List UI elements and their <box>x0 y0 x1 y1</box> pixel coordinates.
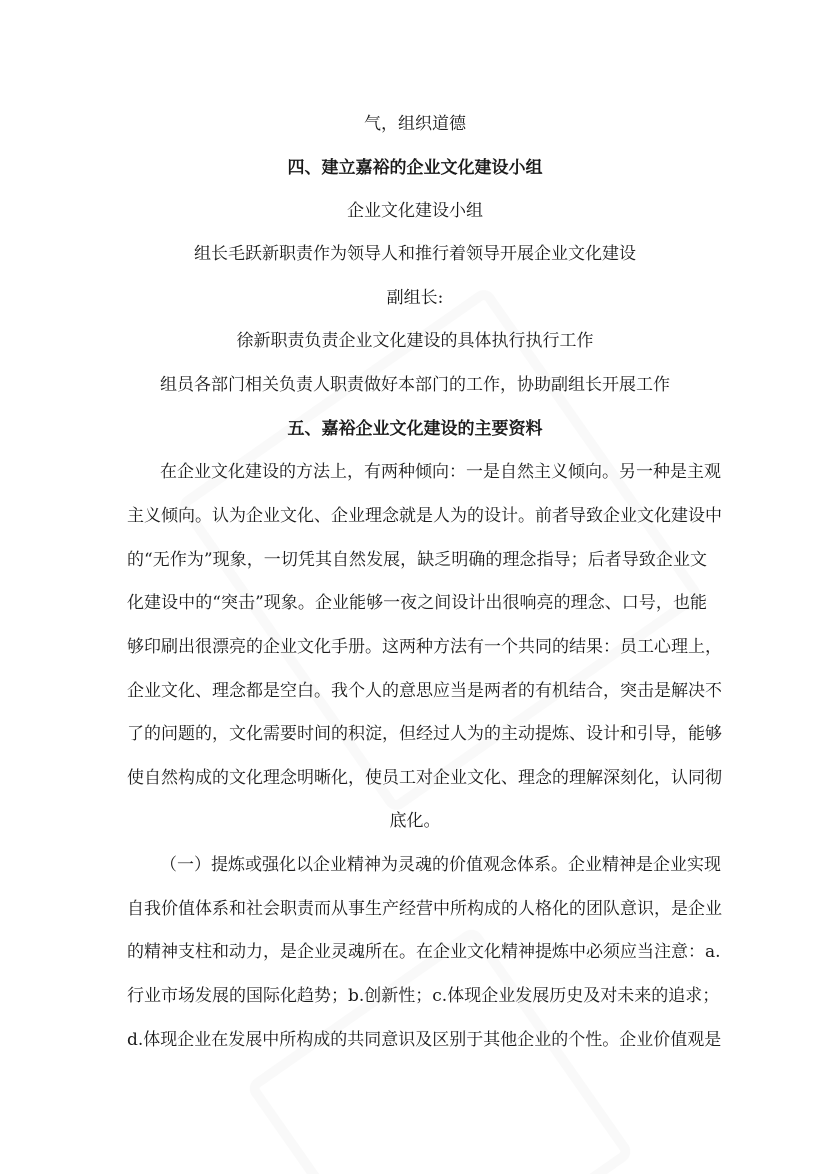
paragraph-line: 企业文化、理念都是空白。我个人的意思应当是两者的有机结合，突击是解决不 <box>127 681 722 701</box>
section-heading-4: 四、建立嘉裕的企业文化建设小组 <box>287 158 543 178</box>
section-heading-5: 五、嘉裕企业文化建设的主要资料 <box>287 419 543 439</box>
paragraph-line: 行业市场发展的国际化趋势；b.创新性；c.体现企业发展历史及对未来的追求； <box>127 986 720 1006</box>
paragraph-line: 使自然构成的文化理念明晰化，使员工对企业文化、理念的理解深刻化，认同彻 <box>127 768 722 788</box>
paragraph-line: 的精神支柱和动力，是企业灵魂所在。在企业文化精神提炼中必须应当注意：a. <box>127 942 721 962</box>
paragraph-line: 的“无作为”现象，一切凭其自然发展，缺乏明确的理念指导；后者导致企业文 <box>127 550 707 570</box>
text-line-3: 企业文化建设小组 <box>347 201 483 221</box>
text-line-5: 副组长: <box>386 288 444 308</box>
paragraph-line: d.体现企业在发展中所构成的共同意识及区别于其他企业的个性。企业价值观是 <box>127 1030 722 1050</box>
paragraph-line: 自我价值体系和社会职责而从事生产经营中所构成的人格化的团队意识，是企业 <box>127 899 722 919</box>
text-line-7: 组员各部门相关负责人职责做好本部门的工作，协助副组长开展工作 <box>160 375 670 395</box>
paragraph-line: 够印刷出很漂亮的企业文化手册。这两种方法有一个共同的结果：员工心理上， <box>127 637 722 657</box>
text-line-6: 徐新职责负责企业文化建设的具体执行执行工作 <box>236 331 594 351</box>
text-line-1: 气，组织道德 <box>364 114 466 134</box>
paragraph-line: （一）提炼或强化以企业精神为灵魂的价值观念体系。企业精神是企业实现 <box>160 855 721 875</box>
paragraph-line: 在企业文化建设的方法上，有两种倾向：一是自然主义倾向。另一种是主观 <box>160 462 721 482</box>
paragraph-line: 了的问题的，文化需要时间的积淀，但经过人为的主动提炼、设计和引导，能够 <box>127 724 722 744</box>
paragraph-line: 主义倾向。认为企业文化、企业理念就是人为的设计。前者导致企业文化建设中 <box>127 506 722 526</box>
paragraph-line: 化建设中的“突击”现象。企业能够一夜之间设计出很响亮的理念、口号，也能 <box>127 593 707 613</box>
text-line-4: 组长毛跃新职责作为领导人和推行着领导开展企业文化建设 <box>194 244 636 264</box>
paragraph-line-last: 底化。 <box>389 811 441 831</box>
